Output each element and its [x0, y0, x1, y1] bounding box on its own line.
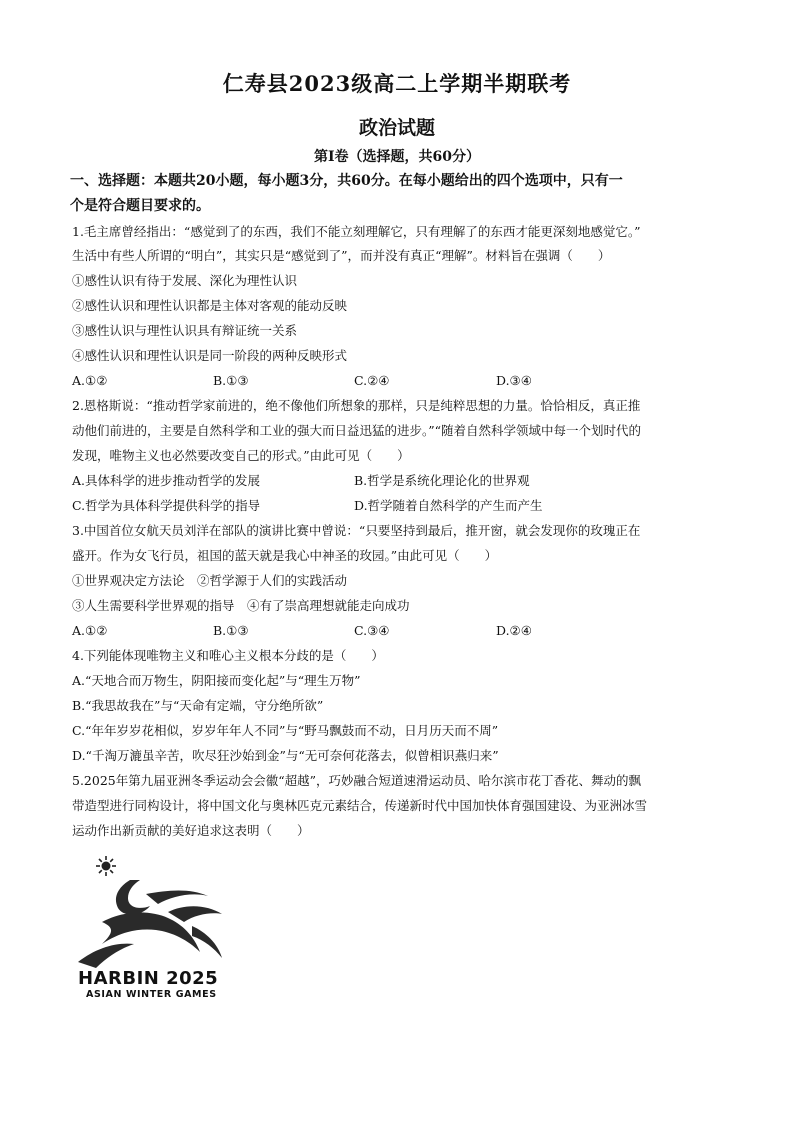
- q4-option-d[interactable]: D.“千淘万漉虽辛苦，吹尽狂沙始到金”与“无可奈何花落去，似曾相识燕归来”: [72, 748, 499, 763]
- q3-option-b[interactable]: B.①③: [213, 623, 249, 638]
- q2-stem-line1: 2.恩格斯说：“推动哲学家前进的，绝不像他们所想象的那样，只是纯粹思想的力量。恰恰相反，真正推: [72, 398, 641, 413]
- q5-stem-line1: 5.2025年第九届亚洲冬季运动会会徽“超越”，巧妙融合短道速滑运动员、哈尔滨市花丁香花、舞动的飘: [72, 773, 642, 788]
- logo-text-harbin-2025: HARBIN 2025: [78, 968, 219, 989]
- q4-option-b[interactable]: B.“我思故我在”与“天命有定端，守分绝所欲”: [72, 698, 324, 713]
- q2-option-a[interactable]: A.具体科学的进步推动哲学的发展: [72, 473, 261, 488]
- q2-stem-line2: 动他们前进的，主要是自然科学和工业的强大而日益迅猛的进步。”“随着自然科学领域中每一个划时代的: [72, 423, 642, 438]
- q1-statement-3: ③感性认识与理性认识具有辩证统一关系: [72, 323, 298, 338]
- q4-option-a[interactable]: A.“天地合而万物生，阴阳接而变化起”与“理生万物”: [72, 673, 361, 688]
- q1-statement-4: ④感性认识和理性认识是同一阶段的两种反映形式: [72, 348, 348, 363]
- q5-stem-line3: 运动作出新贡献的美好追求这表明（ ）: [72, 823, 310, 838]
- section-instructions-line2: 个是符合题目要求的。: [70, 198, 210, 214]
- q2-option-d[interactable]: D.哲学随着自然科学的产生而产生: [354, 498, 543, 513]
- q1-option-a[interactable]: A.①②: [72, 373, 108, 388]
- logo-text-asian-winter-games: ASIAN WINTER GAMES: [86, 989, 217, 1000]
- q1-statement-1: ①感性认识有待于发展、深化为理性认识: [72, 273, 298, 288]
- q2-stem-line3: 发现，唯物主义也必然要改变自己的形式。”由此可见（ ）: [72, 448, 410, 463]
- section-instructions-line1: 一、选择题：本题共20小题，每小题3分，共60分。在每小题给出的四个选项中，只有一: [70, 173, 623, 189]
- q3-stem-line1: 3.中国首位女航天员刘洋在部队的演讲比赛中曾说：“只要坚持到最后，推开窗，就会发现你的玫瑰正在: [72, 523, 641, 538]
- q4-stem: 4.下列能体现唯物主义和唯心主义根本分歧的是（ ）: [72, 648, 384, 663]
- q1-option-c[interactable]: C.②④: [354, 373, 390, 388]
- q1-stem-line2: 生活中有些人所谓的“明白”，其实只是“感觉到了”，而并没有真正“理解”。材料旨在强调（ ）: [72, 248, 611, 263]
- exam-title: 仁寿县2023级高二上学期半期联考: [222, 71, 572, 96]
- q3-option-d[interactable]: D.②④: [496, 623, 532, 638]
- q5-stem-line2: 带造型进行同构设计，将中国文化与奥林匹克元素结合，传递新时代中国加快体育强国建设、为亚洲冰雪: [72, 798, 648, 813]
- sun-icon: [96, 856, 116, 876]
- q1-statement-2: ②感性认识和理性认识都是主体对客观的能动反映: [72, 298, 348, 313]
- subject-title: 政治试题: [358, 117, 435, 139]
- q2-option-c[interactable]: C.哲学为具体科学提供科学的指导: [72, 498, 261, 513]
- q3-option-a[interactable]: A.①②: [72, 623, 108, 638]
- skater-ribbon-icon: [78, 880, 222, 968]
- q3-stem-line2: 盛开。作为女飞行员，祖国的蓝天就是我心中神圣的玫园。”由此可见（ ）: [72, 548, 498, 563]
- q1-option-b[interactable]: B.①③: [213, 373, 249, 388]
- q1-stem-line1: 1.毛主席曾经指出：“感觉到了的东西，我们不能立刻理解它，只有理解了的东西才能更深刻地感觉它。”: [72, 224, 641, 239]
- q2-option-b[interactable]: B.哲学是系统化理论化的世界观: [354, 473, 530, 488]
- q3-statements-1-2: ①世界观决定方法论 ②哲学源于人们的实践活动: [72, 573, 348, 588]
- q1-option-d[interactable]: D.③④: [496, 373, 532, 388]
- q4-option-c[interactable]: C.“年年岁岁花相似，岁岁年年人不同”与“野马飘鼓而不动，日月历天而不周”: [72, 723, 499, 738]
- q3-option-c[interactable]: C.③④: [354, 623, 390, 638]
- part-title: 第Ⅰ卷（选择题，共60分）: [313, 149, 481, 165]
- q3-statements-3-4: ③人生需要科学世界观的指导 ④有了崇高理想就能走向成功: [72, 598, 410, 613]
